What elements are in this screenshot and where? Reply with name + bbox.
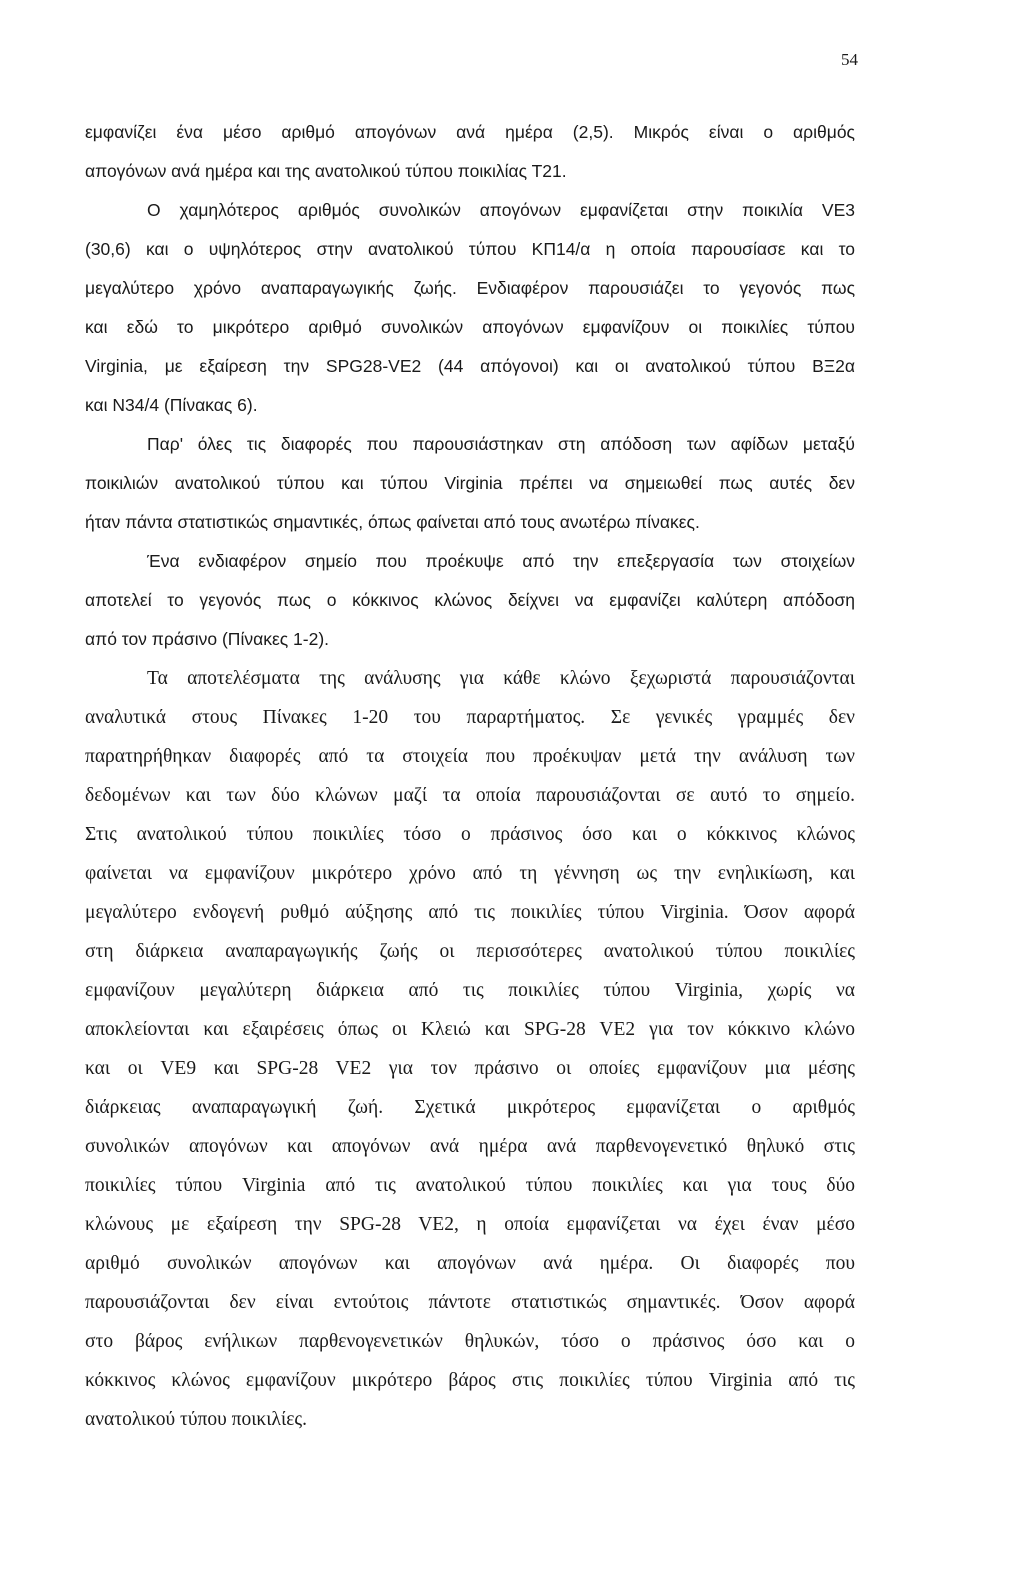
paragraph [85, 425, 855, 542]
text-line: μεγαλύτερο χρόνο αναπαραγωγικής ζωής. Ενδιαφέρον παρουσιάζει το γεγονός πως [85, 278, 855, 298]
text-line: αριθμό συνολικών απογόνων και απογόνων ανά ημέρα. Οι διαφορές που [85, 1253, 855, 1274]
text-line: ποικιλιών ανατολικού τύπου και τύπου Virginia πρέπει να σημειωθεί πως αυτές δεν [85, 473, 855, 493]
paragraph [85, 542, 855, 659]
paragraph [85, 659, 855, 1439]
text-line: αποκλείονται και εξαιρέσεις όπως οι Κλειώ και SPG-28 VE2 για τον κόκκινο κλώνο [85, 1019, 855, 1040]
text-line: φαίνεται να εμφανίζουν μικρότερο χρόνο από τη γέννηση ως την ενηλικίωση, και [85, 863, 855, 884]
text-line: δεδομένων και των δύο κλώνων μαζί τα οποία παρουσιάζονται σε αυτό το σημείο. [85, 785, 855, 806]
text-line: από τον πράσινο (Πίνακες 1-2). [85, 629, 330, 649]
text-line: Τα αποτελέσματα της ανάλυσης για κάθε κλώνο ξεχωριστά παρουσιάζονται [147, 668, 855, 689]
text-line: στο βάρος ενήλικων παρθενογενετικών θηλυκών, τόσο ο πράσινος όσο και ο [85, 1331, 855, 1352]
text-line: αποτελεί το γεγονός πως ο κόκκινος κλώνος δείχνει να εμφανίζει καλύτερη απόδοση [85, 590, 855, 610]
text-line: και εδώ το μικρότερο αριθμό συνολικών απογόνων εμφανίζουν οι ποικιλίες τύπου [85, 317, 855, 337]
text-line: Virginia, με εξαίρεση την SPG28-VE2 (44 απόγονοι) και οι ανατολικού τύπου ΒΞ2α [85, 356, 855, 376]
text-line: μεγαλύτερο ενδογενή ρυθμό αύξησης από τις ποικιλίες τύπου Virginia. Όσον αφορά [85, 902, 855, 923]
page-number: 54 [841, 50, 858, 69]
text-line: ήταν πάντα στατιστικώς σημαντικές, όπως φαίνεται από τους ανωτέρω πίνακες. [85, 512, 700, 532]
text-line: Ένα ενδιαφέρον σημείο που προέκυψε από την επεξεργασία των στοιχείων [147, 551, 855, 571]
text-line: ανατολικού τύπου ποικιλίες. [85, 1409, 307, 1430]
text-line: συνολικών απογόνων και απογόνων ανά ημέρα ανά παρθενογενετικό θηλυκό στις [85, 1136, 855, 1157]
text-line: (30,6) και ο υψηλότερος στην ανατολικού τύπου ΚΠ14/α η οποία παρουσίασε και το [85, 239, 855, 259]
text-line: εμφανίζει ένα μέσο αριθμό απογόνων ανά ημέρα (2,5). Μικρός είναι ο αριθμός [85, 122, 855, 142]
text-line: κλώνους με εξαίρεση την SPG-28 VE2, η οποία εμφανίζεται να έχει έναν μέσο [85, 1214, 855, 1235]
text-line: και οι VE9 και SPG-28 VE2 για τον πράσινο οι οποίες εμφανίζουν μια μέσης [85, 1058, 855, 1079]
text-line: παρατηρήθηκαν διαφορές από τα στοιχεία που προέκυψαν μετά την ανάλυση των [85, 746, 855, 767]
text-line: Παρ' όλες τις διαφορές που παρουσιάστηκαν στη απόδοση των αφίδων μεταξύ [147, 434, 855, 454]
text-line: παρουσιάζονται δεν είναι εντούτοις πάντοτε στατιστικώς σημαντικές. Όσον αφορά [85, 1292, 855, 1313]
text-line: εμφανίζουν μεγαλύτερη διάρκεια από τις ποικιλίες τύπου Virginia, χωρίς να [85, 980, 855, 1001]
text-line: ποικιλίες τύπου Virginia από τις ανατολικού τύπου ποικιλίες και για τους δύο [85, 1175, 855, 1196]
text-line: απογόνων ανά ημέρα και της ανατολικού τύπου ποικιλίας Τ21. [85, 161, 567, 181]
text-line: στη διάρκεια αναπαραγωγικής ζωής οι περισσότερες ανατολικού τύπου ποικιλίες [85, 941, 855, 962]
paragraph [85, 113, 855, 191]
text-line: κόκκινος κλώνος εμφανίζουν μικρότερο βάρος στις ποικιλίες τύπου Virginia από τις [85, 1370, 855, 1391]
text-line: διάρκειας αναπαραγωγική ζωή. Σχετικά μικρότερος εμφανίζεται ο αριθμός [85, 1097, 855, 1118]
text-line: αναλυτικά στους Πίνακες 1-20 του παραρτήματος. Σε γενικές γραμμές δεν [85, 707, 855, 728]
paragraph [85, 191, 855, 425]
text-line: Στις ανατολικού τύπου ποικιλίες τόσο ο πράσινος όσο και ο κόκκινος κλώνος [85, 824, 855, 845]
text-line: Ο χαμηλότερος αριθμός συνολικών απογόνων εμφανίζεται στην ποικιλία VE3 [147, 200, 855, 220]
text-line: και N34/4 (Πίνακας 6). [85, 395, 258, 415]
